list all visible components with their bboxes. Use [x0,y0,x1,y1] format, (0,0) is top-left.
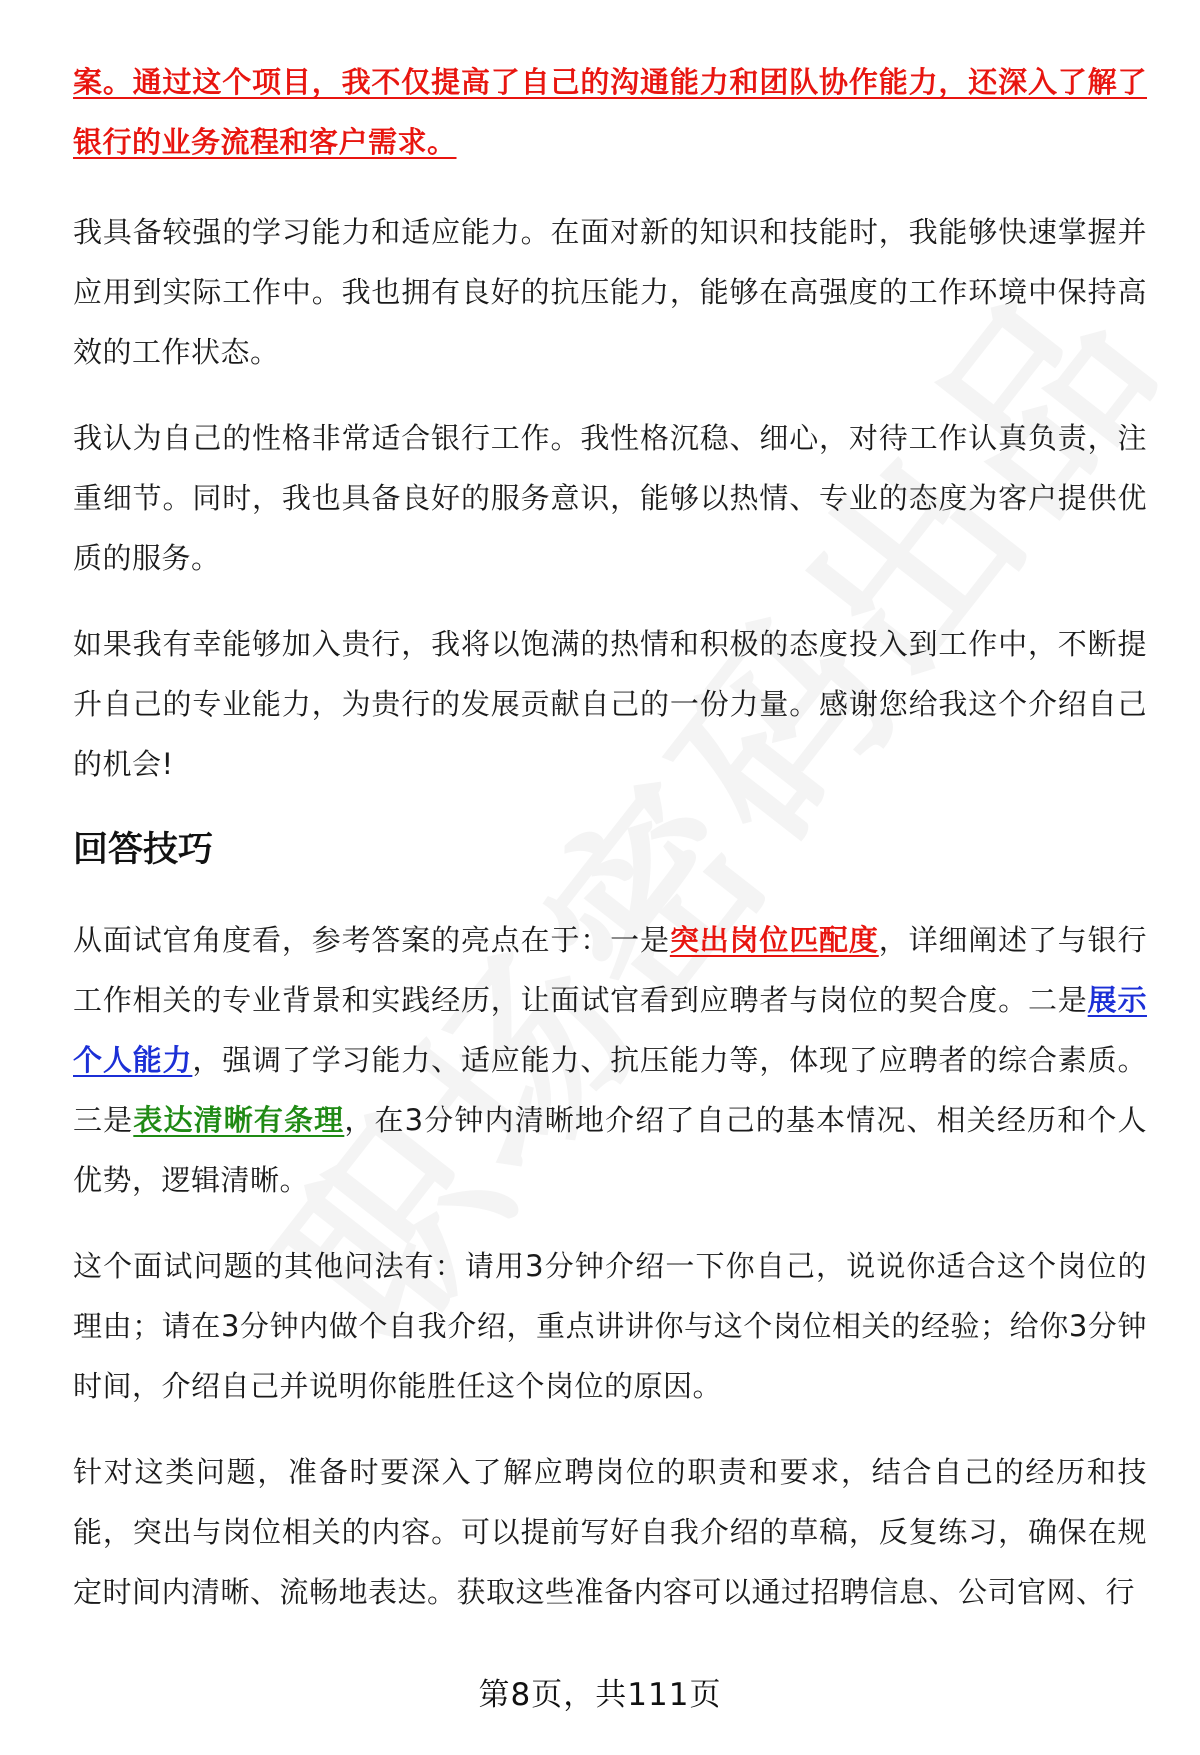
tips-text-1: 从面试官角度看，参考答案的亮点在于：一是 [73,923,670,957]
tips-text-4: ，在3分钟内清晰地介绍了自己的基本情况、相关经历和个人优势，逻辑清晰。 [73,1103,1147,1197]
highlight-job-match: 突出岗位匹配度 [669,923,879,957]
tips-text-2: ，详细阐述了与银行工作相关的专业背景和实践经历，让面试官看到应聘者与岗位的契合度。二是 [73,923,1147,1017]
personality-paragraph: 我认为自己的性格非常适合银行工作。我性格沉稳、细心，对待工作认真负责，注重细节。同时，我也具备良好的服务意识，能够以热情、专业的态度为客户提供优质的服务。 [73,421,1147,575]
learning-paragraph: 我具备较强的学习能力和适应能力。在面对新的知识和技能时，我能够快速掌握并应用到实际工作中。我也拥有良好的抗压能力，能够在高强度的工作环境中保持高效的工作状态。 [73,215,1147,369]
section-heading-tips: 回答技巧 [73,830,214,870]
highlight-personal-ability: 展示个人能力 [73,983,1147,1077]
highlight-clear-expression: 表达清晰有条理 [133,1103,345,1137]
intro-red-paragraph: 案。通过这个项目，我不仅提高了自己的沟通能力和团队协作能力，还深入了解了银行的业务流程和客户需求。 [73,65,1147,159]
closing-paragraph: 如果我有幸能够加入贵行，我将以饱满的热情和积极的态度投入到工作中，不断提升自己的专业能力，为贵行的发展贡献自己的一份力量。感谢您给我这个介绍自己的机会! [73,627,1147,781]
tips-paragraph [73,910,1147,1210]
document-page [73,52,1147,1648]
tips-text-3: ，强调了学习能力、适应能力、抗压能力等，体现了应聘者的综合素质。三是 [73,1043,1147,1137]
page-footer: 第8页，共111页 [478,1677,722,1713]
prepare-paragraph: 针对这类问题，准备时要深入了解应聘岗位的职责和要求，结合自己的经历和技能，突出与岗位相关的内容。可以提前写好自我介绍的草稿，反复练习，确保在规定时间内清晰、流畅地表达。获取这些准备内容可以通过招聘信息、公司官网、行 [73,1455,1147,1609]
alternatives-paragraph: 这个面试问题的其他问法有：请用3分钟介绍一下你自己，说说你适合这个岗位的理由；请在3分钟内做个自我介绍，重点讲讲你与这个岗位相关的经验；给你3分钟时间，介绍自己并说明你能胜任这个岗位的原因。 [73,1249,1147,1403]
